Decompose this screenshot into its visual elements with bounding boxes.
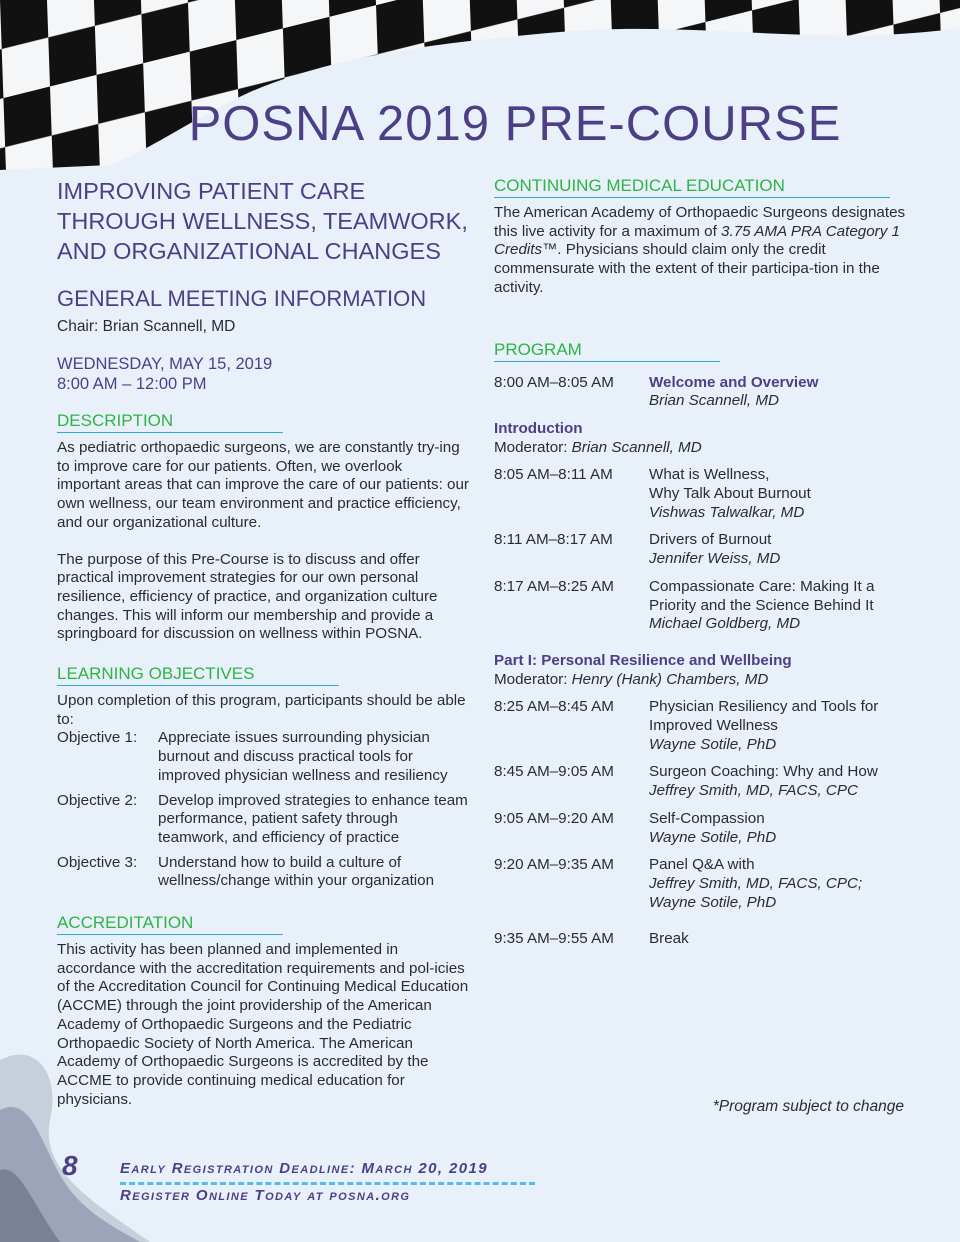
course-heading-line-1: IMPROVING PATIENT CARE [57, 178, 366, 204]
right-column [494, 176, 906, 949]
objective-item [57, 854, 469, 891]
session-time: 8:11 AM–8:17 AM [494, 531, 613, 549]
general-info-heading: GENERAL MEETING INFORMATION [57, 286, 427, 311]
session-time: 9:05 AM–9:20 AM [494, 809, 614, 827]
session-info [649, 698, 906, 754]
registration-deadline: Early Registration Deadline: March 20, 2019 [120, 1160, 488, 1177]
session-title: Break [649, 930, 689, 948]
session-info [649, 531, 906, 568]
accreditation-text: This activity has been planned and implemented in accordance with the accreditation requirements and pol-icies of the Accreditation Council for Continuing Medical Education (ACCME) through the joint providership of the American Academy of Orthopaedic Surgeons and the Pediatric Orthopaedic Society of North America. The American Academy of Orthopaedic Surgeons is accredited by the ACCME to provide continuing medical education for physicians. [57, 941, 469, 1108]
program-session [494, 930, 906, 949]
footer-dashed-rule [120, 1182, 535, 1185]
objective-label: Objective 3: [57, 853, 138, 871]
session-speaker: Wayne Sotile, PhD [649, 735, 777, 753]
session-speaker: Wayne Sotile, PhD [649, 828, 777, 846]
session-time: 9:20 AM–9:35 AM [494, 856, 614, 874]
session-speaker: Jennifer Weiss, MD [649, 550, 781, 568]
session-title: What is Wellness, [649, 466, 770, 484]
chair-line: Chair: Brian Scannell, MD [57, 318, 236, 335]
session-time: 8:05 AM–8:11 AM [494, 466, 613, 484]
session-with: with [723, 856, 755, 874]
moderator-label: Moderator: [494, 670, 572, 688]
page-title: POSNA 2019 PRE-COURSE [188, 97, 842, 151]
program-session [494, 763, 906, 800]
cme-text [494, 204, 906, 298]
cme-text-a: The American Academy of Orthopaedic Surgeons designates this live activity for a maximum of [494, 204, 906, 240]
program-session [494, 531, 906, 568]
session-info [649, 578, 906, 634]
session-time: 8:45 AM–9:05 AM [494, 763, 614, 781]
objective-label: Objective 2: [57, 791, 138, 809]
accreditation-heading-block [57, 913, 283, 935]
session-title: Panel Q&A [649, 856, 724, 874]
description-rule [57, 432, 283, 433]
objective-item [57, 729, 469, 785]
session-title: Self-Compassion [649, 809, 765, 827]
moderator-label: Moderator: [494, 438, 572, 456]
objectives-rule [57, 685, 339, 686]
session-info [649, 466, 906, 522]
moderator-name: Brian Scannell, MD [571, 438, 702, 456]
course-heading-line-3: AND ORGANIZATIONAL CHANGES [57, 238, 441, 264]
objective-text: Appreciate issues surrounding physician burnout and discuss practical tools for improved physician wellness and resiliency [158, 729, 448, 784]
intro-title: Introduction [494, 419, 583, 437]
cme-heading: CONTINUING MEDICAL EDUCATION [494, 176, 785, 195]
meeting-date: WEDNESDAY, MAY 15, 2019 [57, 355, 273, 373]
meeting-time: 8:00 AM – 12:00 PM [57, 375, 207, 393]
objective-item [57, 792, 469, 848]
program-heading-block [494, 340, 720, 362]
moderator-name: Henry (Hank) Chambers, MD [571, 670, 769, 688]
objective-text: Develop improved strategies to enhance team performance, patient safety through teamwork, and efficiency of practice [158, 791, 468, 846]
session-title: Compassionate Care: Making It a [649, 577, 875, 595]
session-speaker: Brian Scannell, MD [649, 392, 779, 410]
session-title: Physician Resiliency and Tools for [649, 698, 879, 716]
session-title: Surgeon Coaching: Why and How [649, 763, 878, 781]
program-heading: PROGRAM [494, 339, 582, 359]
program-session [494, 578, 906, 634]
session-title: Drivers of Burnout [649, 531, 772, 549]
session-info [649, 856, 906, 912]
objectives-heading: LEARNING OBJECTIVES [57, 664, 255, 684]
accreditation-heading: ACCREDITATION [57, 913, 194, 933]
objectives-heading-block [57, 664, 339, 686]
program-session [494, 856, 906, 912]
session-speaker: Vishwas Talwalkar, MD [649, 503, 805, 521]
part1-title: Part I: Personal Resilience and Wellbeing [494, 651, 792, 669]
register-online-link[interactable]: Register Online Today at posna.org [120, 1187, 411, 1204]
session-time: 8:25 AM–8:45 AM [494, 698, 614, 716]
left-column [57, 176, 469, 1109]
description-heading: DESCRIPTION [57, 411, 174, 430]
cme-text-b: . Physicians should claim only the credit commensurate with the extent of their participa-tion in the activity. [494, 241, 880, 296]
course-heading [57, 176, 469, 266]
session-time: 9:35 AM–9:55 AM [494, 930, 614, 948]
objective-label: Objective 1: [57, 729, 138, 747]
session-info [649, 763, 906, 800]
course-heading-line-2: THROUGH WELLNESS, TEAMWORK, [57, 208, 468, 234]
session-title: Improved Wellness [649, 717, 778, 735]
cme-credits: 3.75 AMA PRA Category 1 Credits™ [494, 222, 900, 259]
session-title: Priority and the Science Behind It [649, 596, 874, 614]
description-heading-block [57, 411, 283, 433]
program-rule [494, 361, 720, 362]
session-speaker: Michael Goldberg, MD [649, 615, 801, 633]
session-title: Why Talk About Burnout [649, 485, 811, 503]
session-title: Welcome and Overview [649, 373, 819, 391]
intro-block [494, 420, 906, 457]
description-para-1: As pediatric orthopaedic surgeons, we are constantly try-ing to improve care for our patients. Often, we overlook important areas that can improve the care of our patients: our own wellness, our team environment and practice efficiency, and our organizational culture. [57, 439, 469, 531]
accreditation-rule [57, 934, 283, 935]
description-para-2: The purpose of this Pre-Course is to discuss and offer practical improvement strategies for our own personal resilience, efficiency of practice, and organization culture changes. This will inform our membership and provide a springboard for discussion on wellness within POSNA. [57, 550, 438, 643]
date-time [57, 354, 469, 394]
session-time: 8:17 AM–8:25 AM [494, 577, 614, 595]
page-number: 8 [62, 1150, 78, 1181]
session-speaker: Jeffrey Smith, MD, FACS, CPC; [649, 874, 863, 892]
session-speaker: Wayne Sotile, PhD [649, 893, 777, 911]
cme-rule [494, 197, 890, 198]
program-note: *Program subject to change [712, 1098, 904, 1115]
objectives-intro: Upon completion of this program, participants should be able to: [57, 692, 466, 728]
cme-heading-block [494, 176, 890, 198]
program-session [494, 698, 906, 754]
session-info [649, 374, 906, 411]
session-speaker: Jeffrey Smith, MD, FACS, CPC [649, 782, 858, 800]
program-session [494, 810, 906, 847]
session-info [649, 810, 906, 847]
part1-block [494, 652, 906, 689]
objective-text: Understand how to build a culture of wellness/change within your organization [158, 853, 435, 890]
program-session [494, 466, 906, 522]
program-session [494, 374, 906, 411]
session-time: 8:00 AM–8:05 AM [494, 373, 614, 391]
